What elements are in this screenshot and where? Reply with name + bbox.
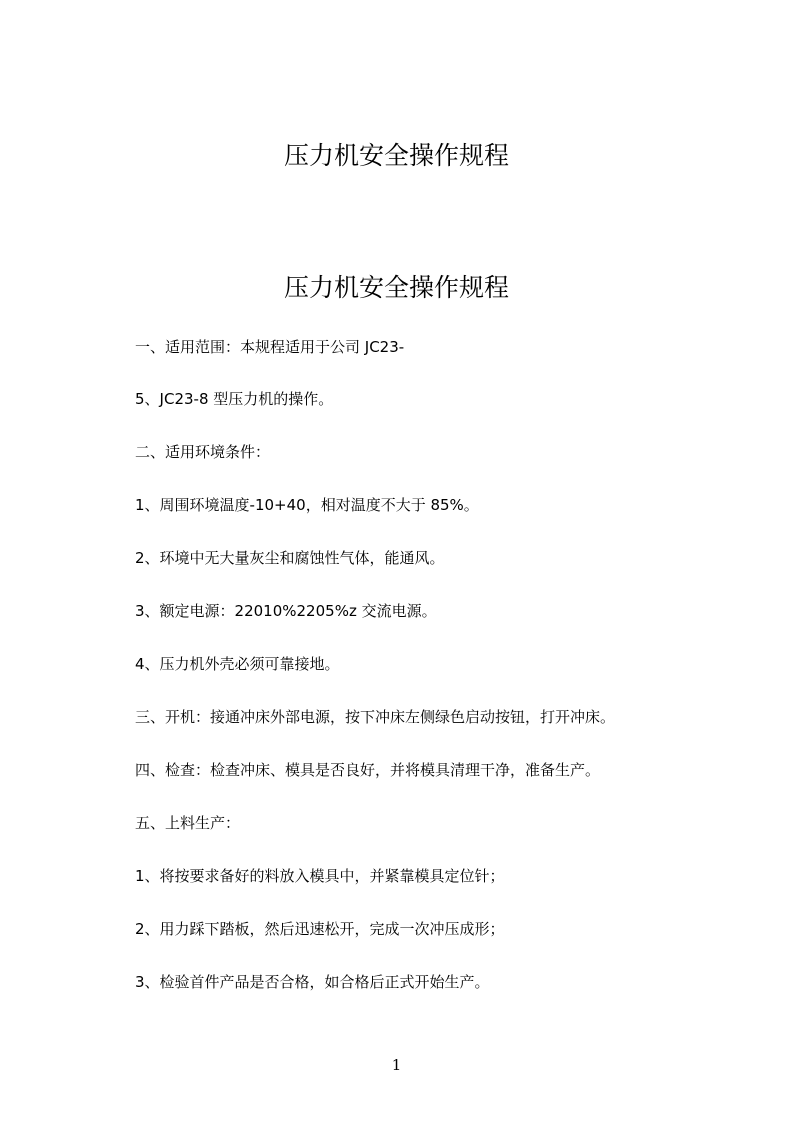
- paragraph-inspection: 四、检查：检查冲床、模具是否良好，并将模具清理干净，准备生产。: [135, 761, 601, 779]
- paragraph-loading-step-1: 1、将按要求备好的料放入模具中，并紧靠模具定位针；: [135, 867, 505, 885]
- paragraph-loading-heading: 五、上料生产：: [135, 814, 241, 832]
- section-title: 压力机安全操作规程: [283, 273, 509, 302]
- paragraph-loading-step-2: 2、用力踩下踏板，然后迅速松开，完成一次冲压成形；: [135, 920, 505, 938]
- paragraph-env-item-3: 3、额定电源：22010%2205%z 交流电源。: [135, 602, 437, 620]
- paragraph-env-item-4: 4、压力机外壳必须可靠接地。: [135, 655, 340, 673]
- paragraph-startup: 三、开机：接通冲床外部电源，按下冲床左侧绿色启动按钮，打开冲床。: [135, 708, 616, 726]
- paragraph-env-item-2: 2、环境中无大量灰尘和腐蚀性气体，能通风。: [135, 549, 445, 567]
- paragraph-scope: 一、适用范围：本规程适用于公司 JC23-: [135, 338, 405, 356]
- page-title: 压力机安全操作规程: [283, 141, 509, 170]
- paragraph-loading-step-3: 3、检验首件产品是否合格，如合格后正式开始生产。: [135, 973, 490, 991]
- paragraph-env-item-1: 1、周围环境温度-10+40，相对温度不大于 85%。: [135, 496, 479, 514]
- paragraph-scope-continued: 5、JC23-8 型压力机的操作。: [135, 390, 334, 408]
- paragraph-environment-heading: 二、适用环境条件：: [135, 443, 271, 461]
- page-number: 1: [391, 1056, 402, 1074]
